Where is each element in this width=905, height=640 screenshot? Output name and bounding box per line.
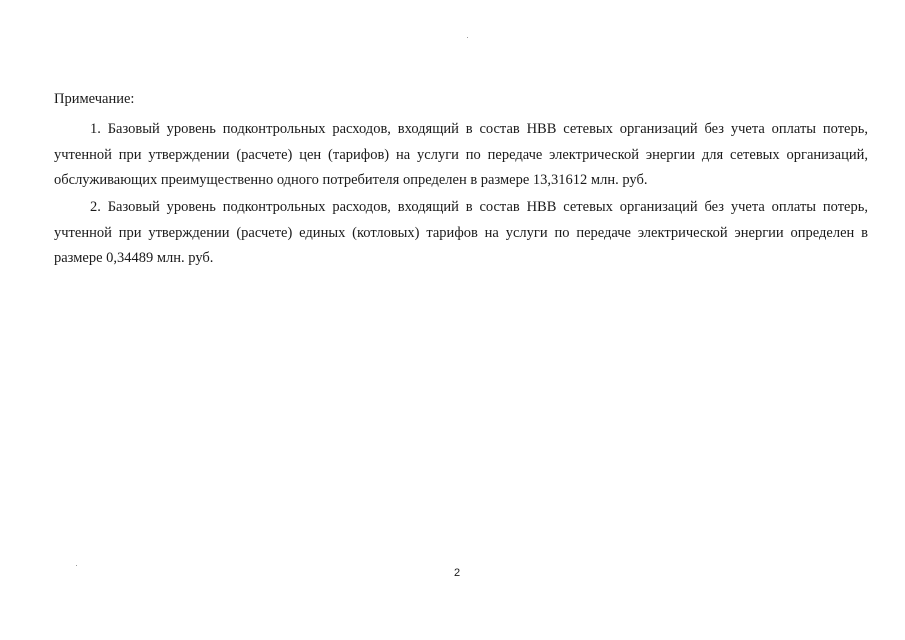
scan-speck	[76, 565, 77, 566]
note-heading: Примечание:	[54, 91, 135, 107]
note-item-2: 2. Базовый уровень подконтрольных расходов, входящий в состав НВВ сетевых организаций без учета оплаты потерь, учтенной при утверждении (расчете) единых (котловых) тарифов на услуги по передаче электрической энергии определен в размере 0,34489 млн. руб.	[54, 199, 868, 266]
note-item-1: 1. Базовый уровень подконтрольных расходов, входящий в состав НВВ сетевых организаций без учета оплаты потерь, учтенной при утверждении (расчете) цен (тарифов) на услуги по передаче электрической энергии для сетевых организаций, обслуживающих преимущественно одного потребителя определен в размере 13,31612 млн. руб.	[54, 121, 868, 188]
scan-speck	[467, 37, 468, 38]
page-number: 2	[454, 567, 461, 579]
